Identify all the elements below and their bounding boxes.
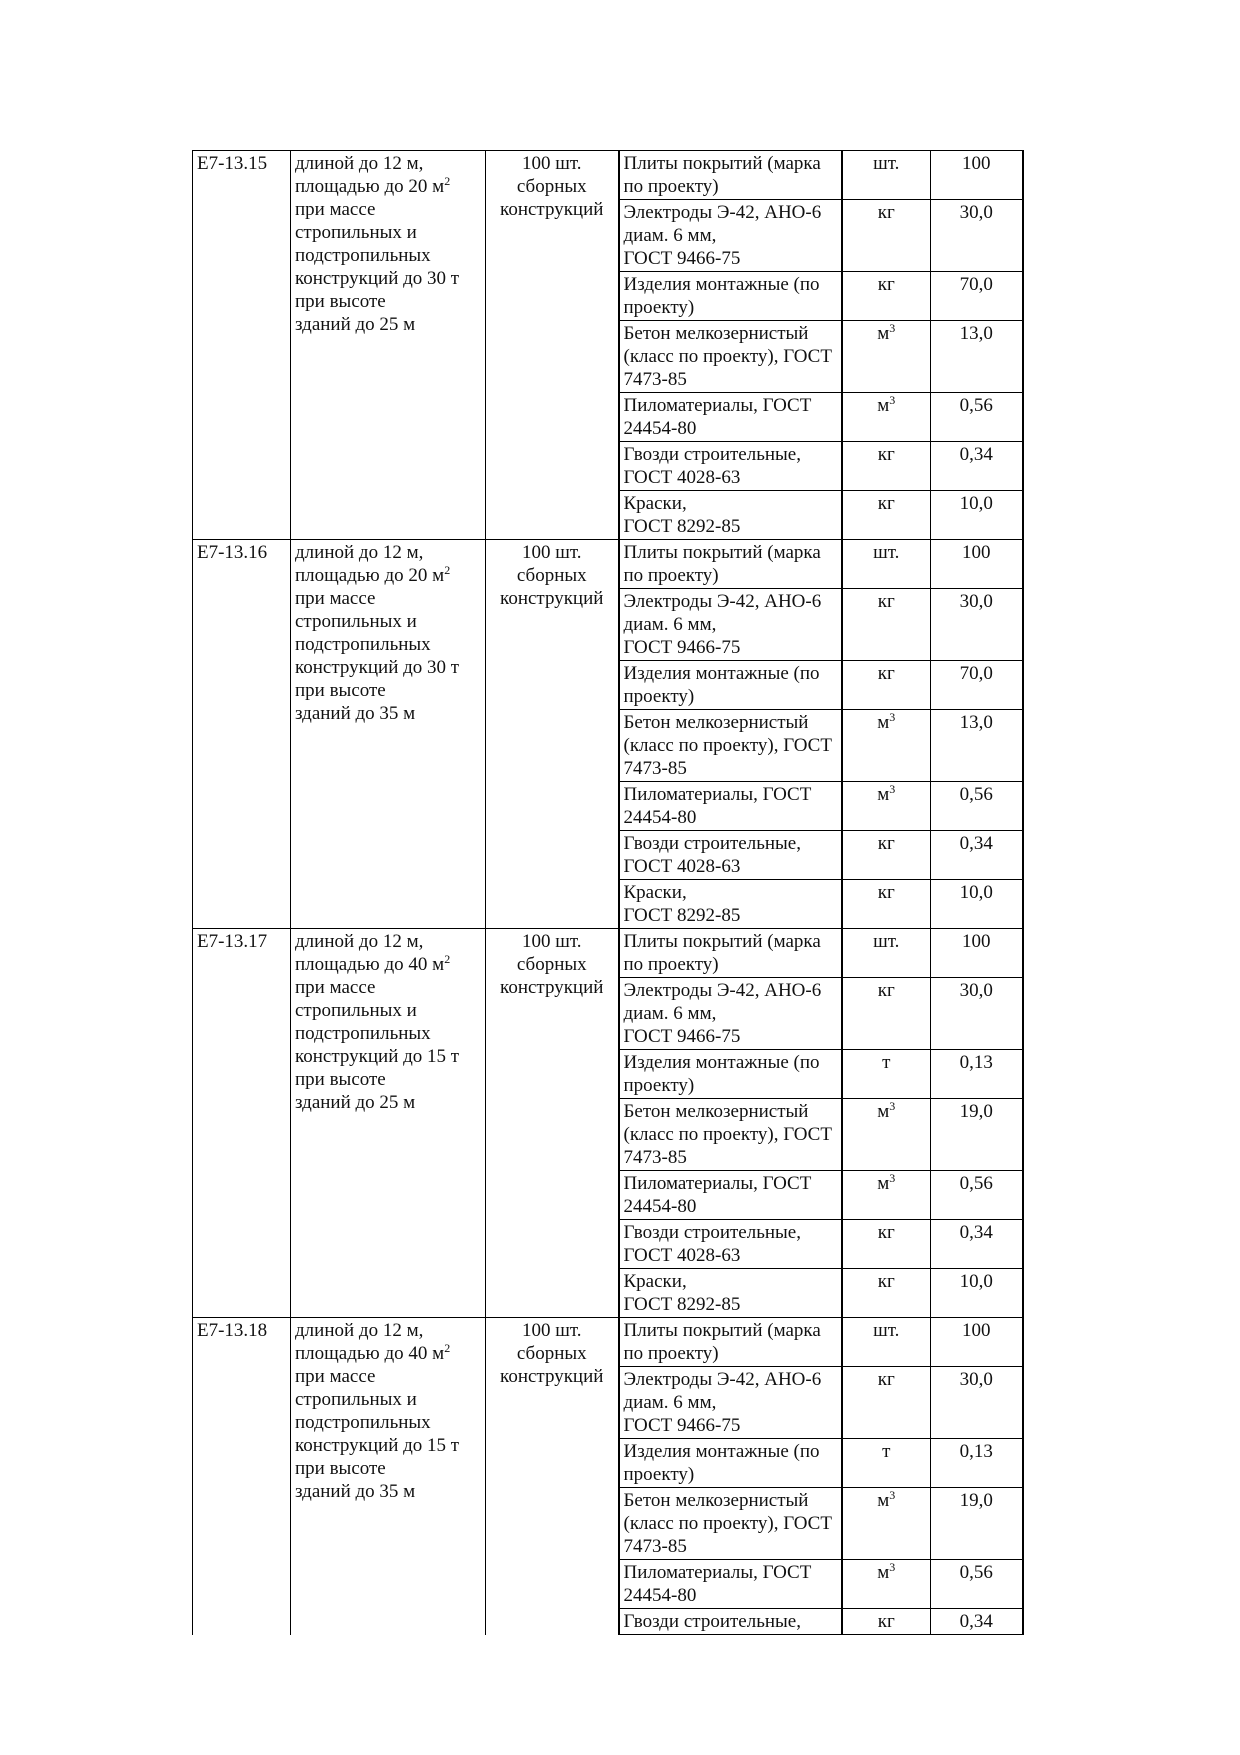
unit-text: кг — [877, 202, 895, 223]
unit-text: м — [877, 784, 890, 805]
material-unit-cell — [842, 1488, 931, 1560]
table-row — [193, 929, 1023, 978]
material-name: Пиломатериалы, ГОСТ 24454-80 — [623, 395, 812, 439]
material-standard: ГОСТ 9466-75 — [623, 1415, 741, 1436]
material-name: Плиты покрытий (марка по проекту) — [623, 542, 821, 586]
description-text: длиной до 12 м, площадью до 20 м — [295, 542, 445, 586]
material-quantity-cell: 10,0 — [931, 880, 1023, 929]
material-quantity-cell: 0,13 — [931, 1050, 1023, 1099]
unit-text: т — [882, 1052, 891, 1073]
unit-text: т — [882, 1441, 891, 1462]
material-name: Изделия монтажные (по проекту) — [623, 274, 820, 318]
table-row — [193, 151, 1023, 200]
material-name: Пиломатериалы, ГОСТ 24454-80 — [623, 1173, 812, 1217]
material-name: Электроды Э-42, АНО-6 диам. 6 мм, — [623, 202, 822, 246]
material-quantity-cell: 100 — [931, 151, 1023, 200]
material-name: Гвозди строительные, ГОСТ 4028-63 — [623, 444, 801, 488]
material-quantity-cell: 30,0 — [931, 200, 1023, 272]
material-unit-cell — [842, 1439, 931, 1488]
material-name: Плиты покрытий (марка по проекту) — [623, 1320, 821, 1364]
building-height-text: зданий до 35 м — [295, 703, 416, 724]
material-name: Изделия монтажные (по проекту) — [623, 1441, 820, 1485]
material-unit-cell — [842, 1367, 931, 1439]
material-name: Краски, — [623, 882, 687, 903]
material-name: Пиломатериалы, ГОСТ 24454-80 — [623, 1562, 812, 1606]
material-quantity-cell: 30,0 — [931, 1367, 1023, 1439]
material-name: Плиты покрытий (марка по проекту) — [623, 153, 821, 197]
material-name-cell — [619, 880, 842, 929]
unit-text: кг — [877, 493, 895, 514]
material-quantity-cell: 100 — [931, 1318, 1023, 1367]
description-text: при массе стропильных и подстропильных конструкций до 30 т при высоте — [295, 588, 460, 701]
material-unit-cell — [842, 200, 931, 272]
unit-exponent: 3 — [889, 321, 896, 335]
material-unit-cell — [842, 1609, 931, 1635]
unit-exponent: 3 — [889, 1099, 896, 1113]
material-name-cell — [619, 540, 842, 589]
unit-text: кг — [877, 833, 895, 854]
unit-text: м — [877, 1562, 890, 1583]
material-unit-cell — [842, 1269, 931, 1318]
material-unit-cell — [842, 661, 931, 710]
material-standard: ГОСТ 9466-75 — [623, 1026, 741, 1047]
norm-code-cell: Е7-13.17 — [193, 929, 291, 1318]
material-standard: ГОСТ 9466-75 — [623, 637, 741, 658]
norm-description-cell — [291, 540, 486, 929]
material-quantity-cell: 19,0 — [931, 1488, 1023, 1560]
measure-unit-cell: 100 шт. сборных конструкций — [486, 929, 619, 1318]
material-name-cell — [619, 1099, 842, 1171]
material-standard: ГОСТ 8292-85 — [623, 905, 741, 926]
material-unit-cell — [842, 1318, 931, 1367]
unit-text: кг — [877, 1222, 895, 1243]
material-quantity-cell: 10,0 — [931, 491, 1023, 540]
unit-text: кг — [877, 444, 895, 465]
unit-text: кг — [877, 882, 895, 903]
material-name-cell — [619, 1439, 842, 1488]
material-quantity-cell: 13,0 — [931, 321, 1023, 393]
material-standard: ГОСТ 9466-75 — [623, 248, 741, 269]
material-name: Бетон мелкозернистый (класс по проекту), ГОСТ 7473-85 — [623, 1101, 832, 1168]
area-unit-exponent: 2 — [444, 952, 451, 966]
material-quantity-cell: 0,34 — [931, 1609, 1023, 1635]
material-name-cell — [619, 321, 842, 393]
material-name-cell — [619, 831, 842, 880]
material-name-cell — [619, 200, 842, 272]
material-name-cell — [619, 661, 842, 710]
material-quantity-cell: 0,13 — [931, 1439, 1023, 1488]
description-text: при массе стропильных и подстропильных конструкций до 15 т при высоте — [295, 977, 460, 1090]
document-page — [192, 150, 1022, 1632]
building-height-text: зданий до 25 м — [295, 1092, 416, 1113]
material-quantity-cell: 100 — [931, 929, 1023, 978]
material-name-cell — [619, 710, 842, 782]
material-unit-cell — [842, 589, 931, 661]
norm-code-cell: Е7-13.18 — [193, 1318, 291, 1635]
unit-text: шт. — [873, 931, 900, 952]
unit-text: шт. — [873, 542, 900, 563]
material-name-cell — [619, 491, 842, 540]
material-name: Бетон мелкозернистый (класс по проекту), ГОСТ 7473-85 — [623, 712, 832, 779]
material-unit-cell — [842, 491, 931, 540]
description-text: при массе стропильных и подстропильных конструкций до 15 т при высоте — [295, 1366, 460, 1479]
table-row — [193, 1318, 1023, 1367]
material-unit-cell — [842, 1171, 931, 1220]
material-unit-cell — [842, 782, 931, 831]
material-name: Гвозди строительные, ГОСТ 4028-63 — [623, 1222, 801, 1266]
material-name-cell — [619, 151, 842, 200]
unit-text: м — [877, 1173, 890, 1194]
material-unit-cell — [842, 831, 931, 880]
material-unit-cell — [842, 929, 931, 978]
material-quantity-cell: 0,34 — [931, 1220, 1023, 1269]
material-name-cell — [619, 442, 842, 491]
material-unit-cell — [842, 710, 931, 782]
material-unit-cell — [842, 1220, 931, 1269]
material-name: Изделия монтажные (по проекту) — [623, 663, 820, 707]
unit-text: м — [877, 323, 890, 344]
material-name: Гвозди строительные, ГОСТ 4028-63 — [623, 833, 801, 877]
material-quantity-cell: 0,56 — [931, 1171, 1023, 1220]
norm-description-cell — [291, 151, 486, 540]
material-name: Пиломатериалы, ГОСТ 24454-80 — [623, 784, 812, 828]
material-quantity-cell: 19,0 — [931, 1099, 1023, 1171]
norm-description-cell — [291, 1318, 486, 1635]
table-body — [193, 151, 1023, 1635]
material-name: Электроды Э-42, АНО-6 диам. 6 мм, — [623, 1369, 822, 1413]
description-text: длиной до 12 м, площадью до 40 м — [295, 1320, 445, 1364]
unit-text: шт. — [873, 153, 900, 174]
area-unit-exponent: 2 — [444, 174, 451, 188]
material-unit-cell — [842, 1099, 931, 1171]
material-quantity-cell: 10,0 — [931, 1269, 1023, 1318]
material-name-cell — [619, 1050, 842, 1099]
building-height-text: зданий до 25 м — [295, 314, 416, 335]
material-name: Электроды Э-42, АНО-6 диам. 6 мм, — [623, 591, 822, 635]
unit-exponent: 3 — [889, 1560, 896, 1574]
norm-code-cell: Е7-13.16 — [193, 540, 291, 929]
material-quantity-cell: 30,0 — [931, 589, 1023, 661]
material-name: Краски, — [623, 493, 687, 514]
material-unit-cell — [842, 393, 931, 442]
material-unit-cell — [842, 540, 931, 589]
material-unit-cell — [842, 880, 931, 929]
material-unit-cell — [842, 442, 931, 491]
unit-text: м — [877, 712, 890, 733]
material-name-cell — [619, 393, 842, 442]
description-text: длиной до 12 м, площадью до 40 м — [295, 931, 445, 975]
material-unit-cell — [842, 1560, 931, 1609]
unit-exponent: 3 — [889, 1488, 896, 1502]
unit-exponent: 3 — [889, 782, 896, 796]
material-name-cell — [619, 1171, 842, 1220]
area-unit-exponent: 2 — [444, 1341, 451, 1355]
unit-exponent: 3 — [889, 710, 896, 724]
measure-unit-cell: 100 шт. сборных конструкций — [486, 540, 619, 929]
unit-exponent: 3 — [889, 1171, 896, 1185]
material-quantity-cell: 13,0 — [931, 710, 1023, 782]
material-name-cell — [619, 272, 842, 321]
description-text: при массе стропильных и подстропильных конструкций до 30 т при высоте — [295, 199, 460, 312]
material-quantity-cell: 0,34 — [931, 442, 1023, 491]
area-unit-exponent: 2 — [444, 563, 451, 577]
material-name: Гвозди строительные, — [623, 1611, 801, 1632]
material-unit-cell — [842, 321, 931, 393]
norm-description-cell — [291, 929, 486, 1318]
material-unit-cell — [842, 978, 931, 1050]
unit-text: кг — [877, 663, 895, 684]
material-name-cell — [619, 929, 842, 978]
unit-text: шт. — [873, 1320, 900, 1341]
unit-text: кг — [877, 1611, 895, 1632]
unit-text: кг — [877, 1369, 895, 1390]
material-name: Бетон мелкозернистый (класс по проекту), ГОСТ 7473-85 — [623, 1490, 832, 1557]
material-unit-cell — [842, 151, 931, 200]
material-name-cell — [619, 1560, 842, 1609]
material-quantity-cell: 0,34 — [931, 831, 1023, 880]
material-quantity-cell: 0,56 — [931, 393, 1023, 442]
material-standard: ГОСТ 8292-85 — [623, 1294, 741, 1315]
material-name-cell — [619, 1367, 842, 1439]
material-quantity-cell: 0,56 — [931, 1560, 1023, 1609]
unit-text: м — [877, 1101, 890, 1122]
material-name: Плиты покрытий (марка по проекту) — [623, 931, 821, 975]
material-quantity-cell: 100 — [931, 540, 1023, 589]
building-height-text: зданий до 35 м — [295, 1481, 416, 1502]
material-name-cell — [619, 978, 842, 1050]
material-name-cell — [619, 1609, 842, 1635]
resource-norms-table — [192, 150, 1024, 1635]
material-name-cell — [619, 589, 842, 661]
measure-unit-cell: 100 шт. сборных конструкций — [486, 151, 619, 540]
material-name: Бетон мелкозернистый (класс по проекту), ГОСТ 7473-85 — [623, 323, 832, 390]
description-text: длиной до 12 м, площадью до 20 м — [295, 153, 445, 197]
unit-text: кг — [877, 274, 895, 295]
material-name-cell — [619, 1488, 842, 1560]
material-name: Электроды Э-42, АНО-6 диам. 6 мм, — [623, 980, 822, 1024]
unit-text: кг — [877, 980, 895, 1001]
material-unit-cell — [842, 272, 931, 321]
material-quantity-cell: 70,0 — [931, 272, 1023, 321]
unit-text: кг — [877, 1271, 895, 1292]
material-name-cell — [619, 1269, 842, 1318]
material-quantity-cell: 0,56 — [931, 782, 1023, 831]
measure-unit-cell: 100 шт. сборных конструкций — [486, 1318, 619, 1635]
material-name: Краски, — [623, 1271, 687, 1292]
material-name: Изделия монтажные (по проекту) — [623, 1052, 820, 1096]
table-row — [193, 540, 1023, 589]
material-name-cell — [619, 782, 842, 831]
material-unit-cell — [842, 1050, 931, 1099]
norm-code-cell: Е7-13.15 — [193, 151, 291, 540]
material-standard: ГОСТ 8292-85 — [623, 516, 741, 537]
material-quantity-cell: 30,0 — [931, 978, 1023, 1050]
unit-text: кг — [877, 591, 895, 612]
material-name-cell — [619, 1220, 842, 1269]
material-quantity-cell: 70,0 — [931, 661, 1023, 710]
unit-text: м — [877, 395, 890, 416]
unit-exponent: 3 — [889, 393, 896, 407]
material-name-cell — [619, 1318, 842, 1367]
unit-text: м — [877, 1490, 890, 1511]
